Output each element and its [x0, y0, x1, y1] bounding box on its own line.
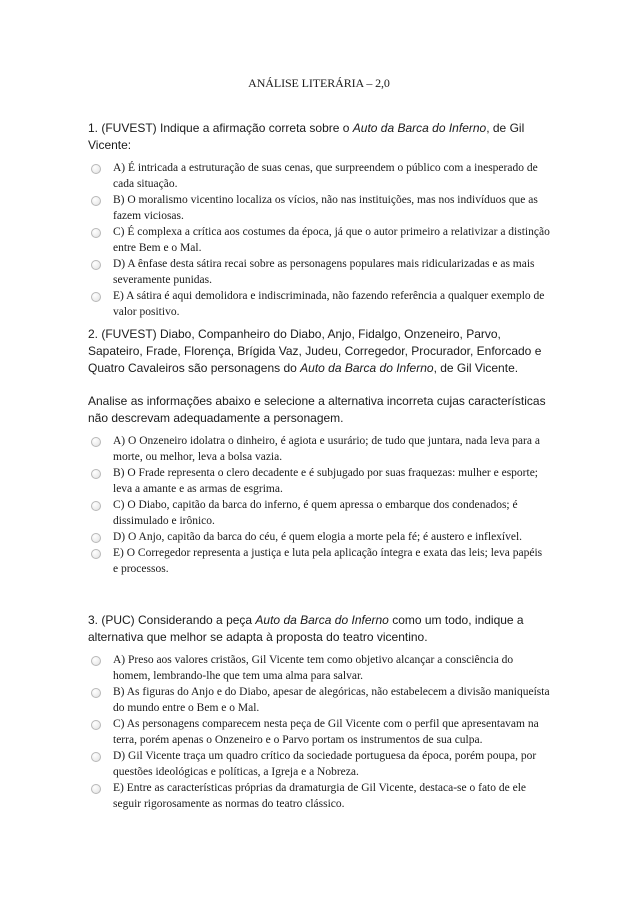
radio-button[interactable]	[91, 292, 101, 302]
option-d[interactable]	[88, 256, 550, 288]
option-text: A) O Onzeneiro idolatra o dinheiro, é agiota e usurário; de tudo que juntara, nada leva para a morte, ou melhor, leva a bolsa vazia.	[113, 435, 540, 463]
option-text: C) É complexa a crítica aos costumes da época, já que o autor primeiro a relativizar a distinção entre Bem e o Mal.	[113, 226, 550, 254]
option-e[interactable]	[88, 288, 550, 320]
radio-button[interactable]	[91, 784, 101, 794]
option-text: B) As figuras do Anjo e do Diabo, apesar de alegóricas, não estabelecem a divisão maniqueísta do mundo entre o Bem e o Mal.	[113, 686, 550, 714]
option-c[interactable]	[88, 716, 550, 748]
question-prompt	[88, 120, 550, 154]
option-text: D) O Anjo, capitão da barca do céu, é quem elogia a morte pela fé; é austero e inflexível.	[113, 531, 523, 543]
options-list	[88, 652, 550, 812]
radio-button[interactable]	[91, 437, 101, 447]
prompt-text: , de Gil Vicente:	[88, 121, 525, 152]
prompt-italic-title: Auto da Barca do Inferno	[300, 361, 434, 375]
option-a[interactable]	[88, 652, 550, 684]
prompt-text: como um todo, indique a alternativa que melhor se adapta à proposta do teatro vicentino.	[88, 613, 524, 644]
option-text: A) Preso aos valores cristãos, Gil Vicente tem como objetivo alcançar a consciência do homem, lembrando-lhe que tem uma alma para salvar.	[113, 654, 514, 682]
option-text: B) O moralismo vicentino localiza os vícios, não nas instituições, mas nos indivíduos que as fazem viciosas.	[113, 194, 538, 222]
option-text: E) O Corregedor representa a justiça e luta pela aplicação íntegra e exata das leis; leva papéis e processos.	[113, 547, 543, 575]
option-b[interactable]	[88, 192, 550, 224]
question-prompt	[88, 326, 550, 377]
option-e[interactable]	[88, 780, 550, 812]
option-text: C) O Diabo, capitão da barca do inferno, é quem apressa o embarque dos condenados; é dissimulado e irônico.	[113, 499, 518, 527]
radio-button[interactable]	[91, 501, 101, 511]
radio-button[interactable]	[91, 469, 101, 479]
radio-button[interactable]	[91, 164, 101, 174]
radio-button[interactable]	[91, 228, 101, 238]
option-text: E) A sátira é aqui demolidora e indiscriminada, não fazendo referência a qualquer exemplo de valor positivo.	[113, 290, 545, 318]
option-text: A) É intricada a estruturação de suas cenas, que surpreendem o público com a inesperado de cada situação.	[113, 162, 538, 190]
options-list	[88, 160, 550, 320]
question-3	[88, 612, 550, 812]
option-b[interactable]	[88, 684, 550, 716]
option-a[interactable]	[88, 433, 550, 465]
option-d[interactable]	[88, 529, 550, 545]
radio-button[interactable]	[91, 656, 101, 666]
option-d[interactable]	[88, 748, 550, 780]
radio-button[interactable]	[91, 549, 101, 559]
radio-button[interactable]	[91, 688, 101, 698]
option-text: C) As personagens comparecem nesta peça de Gil Vicente com o perfil que apresentavam na terra, porém apenas o Onzeneiro e o Parvo portam os instrumentos de sua culpa.	[113, 718, 539, 746]
radio-button[interactable]	[91, 260, 101, 270]
page-title: ANÁLISE LITERÁRIA – 2,0	[248, 76, 390, 90]
radio-button[interactable]	[91, 196, 101, 206]
option-c[interactable]	[88, 224, 550, 256]
option-text: B) O Frade representa o clero decadente e é subjugado por suas fraquezas: mulher e esporte; leva a amante e as armas de esgrima.	[113, 467, 539, 495]
prompt-text: 2. (FUVEST) Diabo, Companheiro do Diabo, Anjo, Fidalgo, Onzeneiro, Parvo, Sapateiro, Frade, Florença, Brígida Vaz, Judeu, Corregedor, Procurador, Enforcado e Quatro Cavaleiros são personagens do	[88, 327, 542, 375]
question-prompt	[88, 612, 550, 646]
radio-button[interactable]	[91, 752, 101, 762]
question-2	[88, 326, 550, 577]
question-instruction: Analise as informações abaixo e selecione a alternativa incorreta cujas características não descrevam adequadamente a personagem.	[88, 394, 546, 425]
option-a[interactable]	[88, 160, 550, 192]
prompt-italic-title: Auto da Barca do Inferno	[352, 121, 487, 135]
question-1	[88, 120, 550, 320]
option-text: E) Entre as características próprias da dramaturgia de Gil Vicente, destaca-se o fato de ele seguir rigorosamente as normas do teatro clássico.	[113, 782, 527, 810]
prompt-italic-title: Auto da Barca do Inferno	[255, 613, 389, 627]
radio-button[interactable]	[91, 533, 101, 543]
radio-button[interactable]	[91, 720, 101, 730]
prompt-text: 3. (PUC) Considerando a peça	[88, 613, 256, 627]
prompt-text: , de Gil Vicente.	[433, 361, 519, 375]
options-list	[88, 433, 550, 577]
option-b[interactable]	[88, 465, 550, 497]
prompt-text: 1. (FUVEST) Indique a afirmação correta sobre o	[88, 121, 353, 135]
option-e[interactable]	[88, 545, 550, 577]
option-c[interactable]	[88, 497, 550, 529]
option-text: D) Gil Vicente traça um quadro crítico da sociedade portuguesa da época, porém poupa, por questões ideológicas e políticas, a Igreja e a Nobreza.	[113, 750, 537, 778]
option-text: D) A ênfase desta sátira recai sobre as personagens populares mais ridicularizadas e as mais severamente punidas.	[113, 258, 535, 286]
